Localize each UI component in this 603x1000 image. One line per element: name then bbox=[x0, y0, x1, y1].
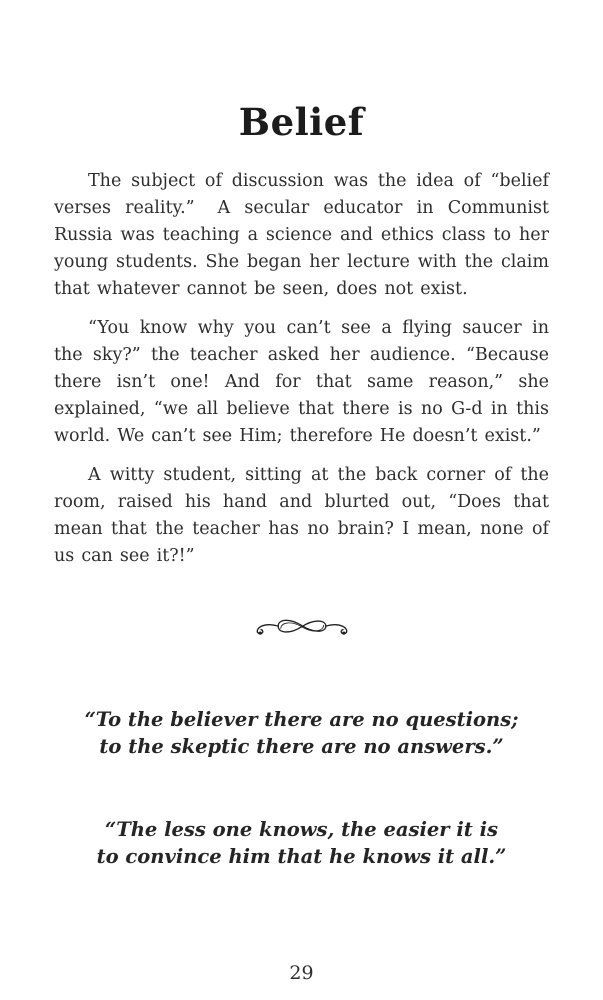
quote-1 bbox=[54, 706, 549, 760]
quote-2 bbox=[54, 816, 549, 870]
paragraph-3: A witty student, sitting at the back corner of the room, raised his hand and blurted out, “Does that mean that the teacher has no brain? I mean, none of us can see it?!” bbox=[54, 465, 549, 567]
page-title: Belief bbox=[238, 100, 365, 144]
paragraph-1: The subject of discussion was the idea of “belief verses reality.” A secular educator in Communist Russia was teaching a science and ethics class to her young students. She began her lecture with the claim that whatever cannot be seen, does not exist. bbox=[54, 171, 549, 300]
quote-1-line-1: “To the believer there are no questions; bbox=[84, 708, 519, 732]
quote-2-line-2: to convince him that he knows it all.” bbox=[96, 845, 507, 869]
section-divider bbox=[54, 612, 549, 642]
page-number: 29 bbox=[289, 962, 314, 984]
quote-2-line-1: “The less one knows, the easier it is bbox=[105, 818, 498, 842]
paragraph-2: “You know why you can’t see a flying saucer in the sky?” the teacher asked her audience. “Because there isn’t one! And for that same reason,” she explained, “we all believe that there is no G-d in this world. We can’t see Him; therefore He doesn’t exist.” bbox=[54, 318, 549, 447]
quote-1-line-2: to the skeptic there are no answers.” bbox=[99, 735, 504, 759]
flourish-divider-icon bbox=[251, 612, 353, 642]
